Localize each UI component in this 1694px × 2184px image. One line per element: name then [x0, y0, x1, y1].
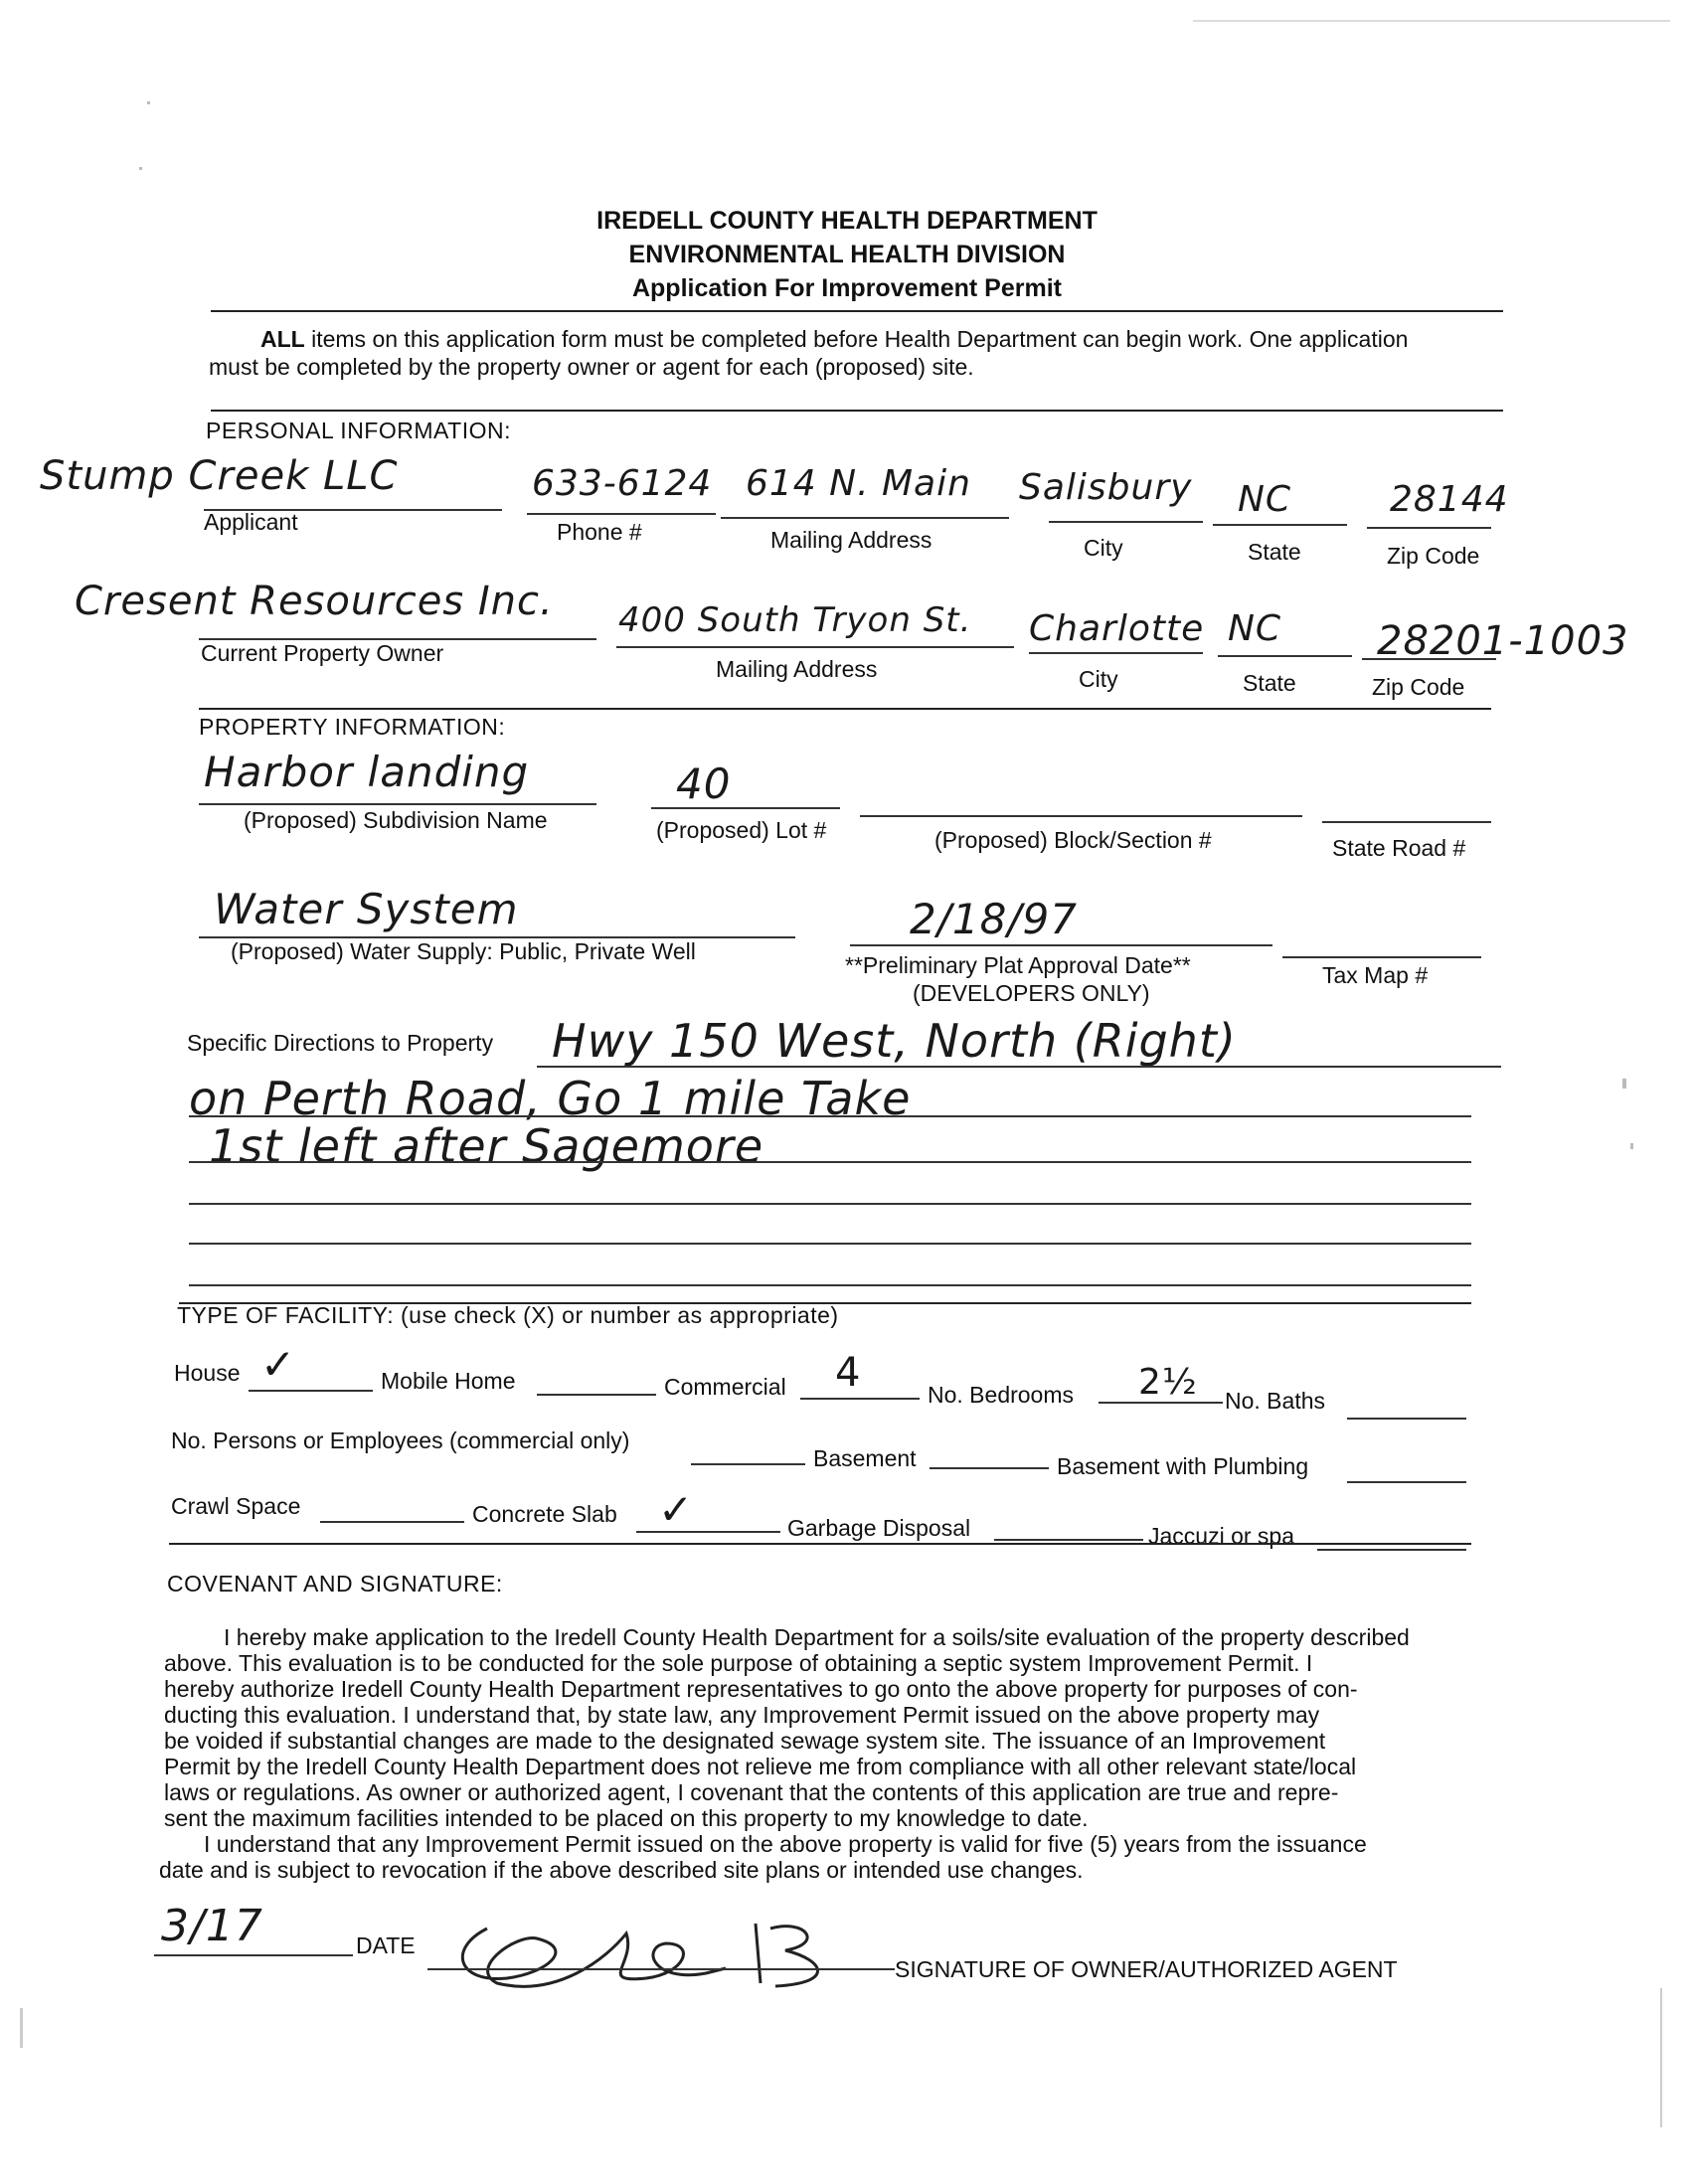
phone-value: 633-6124: [532, 463, 713, 504]
lot-blank: [651, 807, 840, 809]
covenant-line: I hereby make application to the Iredell County Health Department for a soils/site evaluation of the property described: [224, 1624, 1410, 1650]
zip-blank: [1367, 527, 1491, 529]
scan-speck: [20, 2008, 23, 2048]
address-blank: [721, 517, 1009, 519]
directions-line-1: Hwy 150 West, North (Right): [552, 1014, 1237, 1068]
slab-check: ✓: [658, 1486, 694, 1533]
garbage-blank: [994, 1539, 1143, 1541]
owner-value: Cresent Resources Inc.: [75, 579, 554, 624]
water-label: (Proposed) Water Supply: Public, Private Well: [231, 938, 696, 964]
intro-line-2: must be completed by the property owner or agent for each (proposed) site.: [209, 354, 974, 380]
house-blank: [249, 1390, 373, 1392]
owner-label: Current Property Owner: [201, 640, 444, 666]
directions-blank-2: [189, 1115, 1471, 1117]
slab-blank: [636, 1531, 780, 1533]
city-label: City: [1084, 535, 1123, 561]
covenant-section-title: COVENANT AND SIGNATURE:: [167, 1571, 503, 1596]
intro-line-1: [260, 326, 1408, 353]
basement-plumbing-label: Basement with Plumbing: [1057, 1453, 1309, 1479]
intro-bold: ALL: [260, 326, 305, 352]
house-check: ✓: [260, 1341, 296, 1388]
crawl-label: Crawl Space: [171, 1493, 301, 1519]
mailing-label: Mailing Address: [770, 527, 932, 553]
covenant-line: hereby authorize Iredell County Health Department representatives to go onto the above property for purposes of con-: [164, 1676, 1358, 1702]
jacuzzi-label: Jaccuzi or spa: [1148, 1523, 1295, 1549]
state-label: State: [1248, 539, 1301, 565]
plat-blank: [850, 944, 1272, 946]
facility-rule: [169, 1543, 1471, 1545]
owner-address-value: 400 South Tryon St.: [618, 600, 972, 640]
header-rule: [211, 310, 1503, 312]
directions-line-2: on Perth Road, Go 1 mile Take: [189, 1072, 912, 1125]
form-title: Application For Improvement Permit: [631, 274, 1062, 302]
commercial-label: Commercial: [664, 1374, 786, 1400]
baths-label: No. Baths: [1225, 1388, 1325, 1414]
city-blank: [1049, 521, 1203, 523]
basement-plumbing-blank: [1347, 1481, 1466, 1483]
covenant-line: Permit by the Iredell County Health Department does not relieve me from compliance with all other relevant state/local: [164, 1754, 1357, 1779]
scan-speck: [1660, 1988, 1662, 2127]
bedrooms-label: No. Bedrooms: [928, 1382, 1075, 1408]
basement-blank: [930, 1467, 1049, 1469]
block-label: (Proposed) Block/Section #: [934, 827, 1212, 853]
phone-label: Phone #: [557, 519, 642, 545]
covenant-line: laws or regulations. As owner or authorized agent, I covenant that the contents of this application are true and repre-: [164, 1779, 1339, 1805]
road-blank: [1322, 821, 1491, 823]
state-blank: [1213, 524, 1347, 526]
directions-blank-5: [189, 1243, 1471, 1245]
commercial-value: 4: [835, 1350, 862, 1396]
personal-section-title: PERSONAL INFORMATION:: [206, 418, 511, 443]
owner-zip-blank: [1362, 658, 1496, 660]
owner-zip-label: Zip Code: [1372, 674, 1465, 700]
plat-date-value: 2/18/97: [910, 895, 1078, 943]
signature-label: SIGNATURE OF OWNER/AUTHORIZED AGENT: [895, 1956, 1398, 1982]
owner-city-value: Charlotte: [1029, 608, 1205, 649]
owner-zip-value: 28201-1003: [1377, 618, 1629, 664]
road-label: State Road #: [1332, 835, 1466, 861]
personal-rule: [199, 708, 1491, 710]
owner-city-label: City: [1079, 666, 1118, 692]
intro-rule: [211, 410, 1503, 412]
covenant-line: I understand that any Improvement Permit issued on the above property is valid for five (5) years from the issuance: [204, 1831, 1367, 1857]
owner-city-blank: [1029, 652, 1203, 654]
garbage-label: Garbage Disposal: [787, 1515, 971, 1541]
applicant-label: Applicant: [204, 509, 298, 535]
date-label: DATE: [356, 1932, 416, 1958]
subdivision-label: (Proposed) Subdivision Name: [244, 807, 548, 833]
plat-label-2: (DEVELOPERS ONLY): [913, 980, 1150, 1006]
lot-label: (Proposed) Lot #: [656, 817, 827, 843]
persons-label: No. Persons or Employees (commercial only): [171, 1428, 630, 1453]
phone-blank: [527, 513, 716, 515]
applicant-value: Stump Creek LLC: [40, 453, 399, 499]
applicant-state-value: NC: [1238, 479, 1292, 520]
directions-line-3: 1st left after Sagemore: [209, 1119, 764, 1173]
applicant-city-value: Salisbury: [1019, 467, 1193, 508]
owner-mailing-label: Mailing Address: [716, 656, 878, 682]
applicant-address-value: 614 N. Main: [746, 463, 971, 504]
applicant-zip-value: 28144: [1390, 479, 1509, 520]
crawl-blank: [320, 1521, 464, 1523]
signature-blank: [427, 1968, 895, 1970]
covenant-line: be voided if substantial changes are made to the designated sewage system site. The issuance of an Improvement: [164, 1728, 1326, 1754]
covenant-line: sent the maximum facilities intended to be placed on this property to my knowledge to date.: [164, 1805, 1089, 1831]
covenant-line: date and is subject to revocation if the above described site plans or intended use changes.: [159, 1857, 1084, 1883]
basement-label: Basement: [813, 1445, 917, 1471]
mobile-blank: [537, 1394, 656, 1396]
owner-state-value: NC: [1228, 608, 1282, 649]
facility-section-title: TYPE OF FACILITY: (use check (X) or number as appropriate): [177, 1302, 839, 1328]
directions-blank-4: [189, 1203, 1471, 1205]
subdivision-value: Harbor landing: [204, 748, 530, 796]
baths-value: 2½: [1138, 1362, 1198, 1403]
persons-blank: [691, 1463, 805, 1465]
mobile-label: Mobile Home: [381, 1368, 516, 1394]
water-value: Water System: [214, 885, 519, 933]
taxmap-blank: [1282, 956, 1481, 958]
division-title: ENVIRONMENTAL HEALTH DIVISION: [628, 241, 1066, 268]
scan-speck: [147, 101, 150, 104]
scan-speck: [1622, 1079, 1626, 1089]
department-title: IREDELL COUNTY HEALTH DEPARTMENT: [596, 207, 1098, 235]
property-section-title: PROPERTY INFORMATION:: [199, 714, 506, 740]
house-label: House: [174, 1360, 241, 1386]
slab-label: Concrete Slab: [472, 1501, 617, 1527]
zip-label: Zip Code: [1387, 543, 1480, 569]
directions-label: Specific Directions to Property: [187, 1030, 494, 1056]
signature-image: [427, 1889, 895, 1998]
directions-blank-3: [189, 1161, 1471, 1163]
baths-blank: [1347, 1418, 1466, 1420]
subdivision-blank: [199, 803, 596, 805]
directions-blank-6: [189, 1284, 1471, 1286]
covenant-line: ducting this evaluation. I understand that, by state law, any Improvement Permit issued on the above property may: [164, 1702, 1320, 1728]
scan-speck: [1193, 20, 1670, 22]
date-value: 3/17: [161, 1901, 263, 1951]
jacuzzi-blank: [1317, 1549, 1466, 1551]
commercial-blank: [800, 1398, 920, 1400]
directions-blank-1: [537, 1066, 1501, 1068]
date-blank: [154, 1954, 353, 1956]
covenant-line: above. This evaluation is to be conducted for the sole purpose of obtaining a septic system Improvement Permit. I: [164, 1650, 1313, 1676]
owner-state-label: State: [1243, 670, 1296, 696]
scan-speck: [139, 167, 142, 170]
intro-text-1: items on this application form must be completed before Health Department can begin work. One application: [304, 326, 1409, 352]
block-blank: [860, 815, 1302, 817]
lot-value: 40: [676, 759, 732, 808]
owner-address-blank: [616, 646, 1014, 648]
scan-speck: [1630, 1143, 1633, 1149]
taxmap-label: Tax Map #: [1322, 962, 1429, 988]
plat-label: **Preliminary Plat Approval Date**: [845, 952, 1191, 978]
owner-state-blank: [1218, 655, 1352, 657]
bedrooms-blank: [1099, 1402, 1223, 1404]
